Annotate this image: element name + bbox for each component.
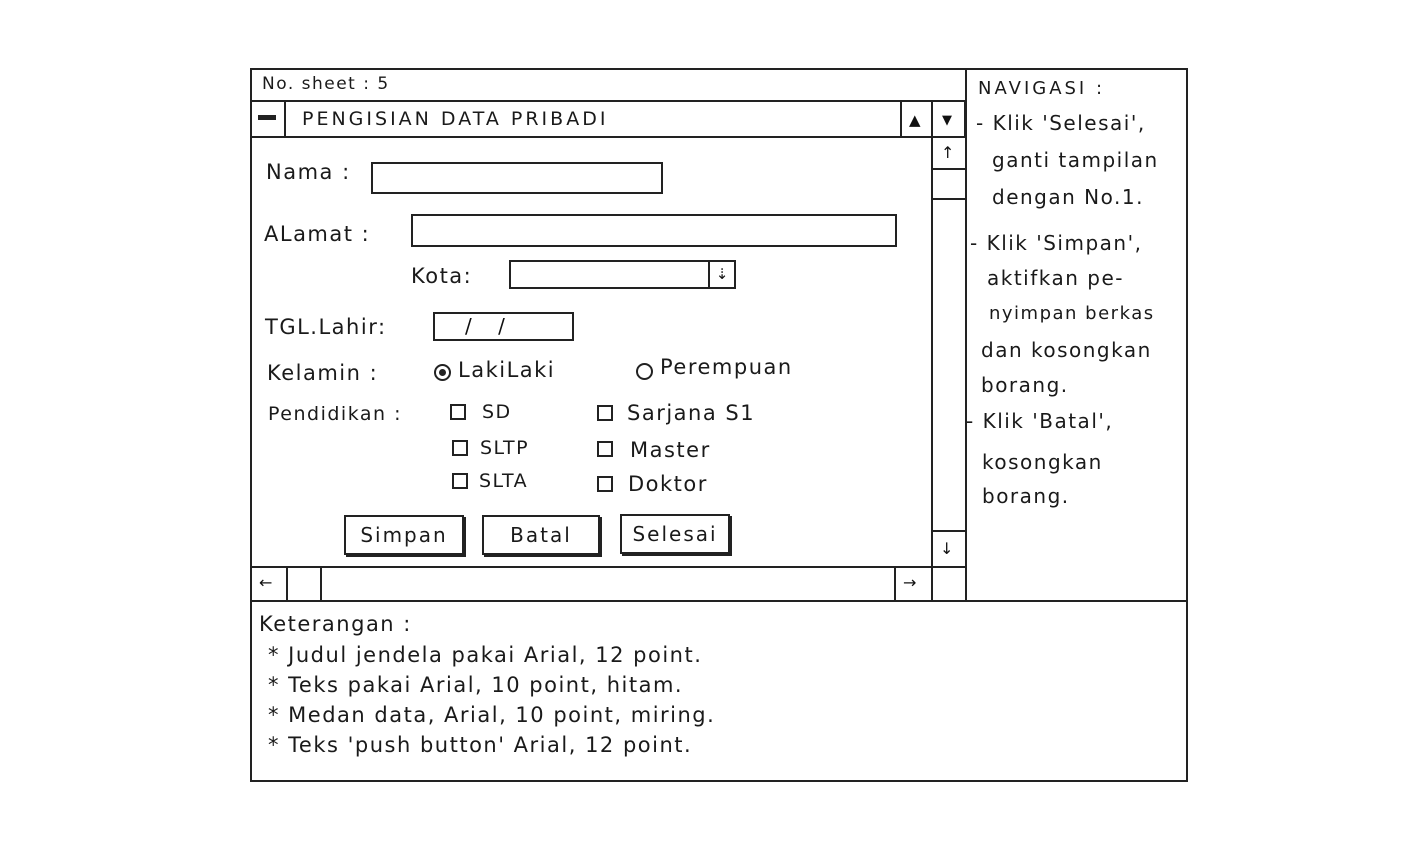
alamat-label: ALamat : [264, 222, 371, 246]
checkbox-master-label: Master [630, 438, 711, 462]
keterangan-item: * Teks pakai Arial, 10 point, hitam. [268, 673, 684, 697]
selesai-button[interactable]: Selesai [620, 514, 730, 554]
navigasi-line: - Klik 'Batal', [966, 409, 1114, 433]
arrow-up-icon[interactable]: ↑ [941, 143, 955, 162]
radio-perempuan[interactable] [636, 363, 653, 380]
navigation-panel-divider [965, 68, 967, 601]
scrollbar-corner-separator [931, 566, 933, 601]
triangle-down-icon: ▼ [942, 113, 952, 128]
title-bar-bottom-border [250, 136, 966, 138]
navigasi-line: borang. [981, 373, 1069, 397]
nama-input[interactable] [371, 162, 663, 194]
navigasi-line: ganti tampilan [992, 148, 1159, 172]
navigasi-heading: NAVIGASI : [978, 78, 1106, 99]
checkbox-sd[interactable] [450, 404, 466, 420]
checkbox-master[interactable] [597, 441, 613, 457]
checkbox-doktor-label: Doktor [628, 472, 708, 496]
navigasi-line: kosongkan [982, 450, 1103, 474]
checkbox-sltp-label: SLTP [480, 437, 530, 459]
navigasi-line: borang. [982, 484, 1070, 508]
horizontal-scrollbar-thumb[interactable] [320, 566, 322, 601]
checkbox-sarjana-s1[interactable] [597, 405, 613, 421]
tgl-lahir-input[interactable]: / / [433, 312, 574, 341]
checkbox-slta-label: SLTA [479, 470, 529, 492]
pendidikan-label: Pendidikan : [268, 403, 402, 425]
triangle-up-icon: ▲ [909, 111, 921, 129]
arrow-right-icon[interactable]: → [903, 573, 917, 592]
keterangan-item: * Medan data, Arial, 10 point, miring. [268, 703, 716, 727]
system-menu-button[interactable] [250, 100, 286, 138]
checkbox-sltp[interactable] [452, 440, 468, 456]
checkbox-sarjana-s1-label: Sarjana S1 [627, 401, 756, 425]
navigasi-line: - Klik 'Simpan', [970, 231, 1143, 255]
window-title: PENGISIAN DATA PRIBADI [302, 108, 609, 130]
tgl-lahir-label: TGL.Lahir: [265, 315, 387, 339]
scroll-up-button[interactable] [900, 100, 933, 138]
simpan-button[interactable]: Simpan [344, 515, 464, 555]
vertical-scrollbar-thumb[interactable] [931, 198, 966, 200]
navigasi-line: nyimpan berkas [989, 303, 1155, 324]
radio-perempuan-label: Perempuan [660, 355, 793, 379]
sheet-number-divider [250, 100, 966, 102]
arrow-down-icon[interactable]: ↓ [940, 539, 954, 558]
notes-panel-divider [250, 600, 1188, 602]
kota-label: Kota: [411, 264, 473, 288]
dropdown-arrow-icon[interactable]: ⇣ [708, 262, 734, 287]
horizontal-scrollbar-left-separator [286, 566, 288, 601]
checkbox-slta[interactable] [452, 473, 468, 489]
vertical-scrollbar-track[interactable] [931, 136, 933, 566]
radio-lakilaki[interactable] [434, 364, 451, 381]
kota-select[interactable] [509, 260, 736, 289]
checkbox-doktor[interactable] [597, 476, 613, 492]
radio-lakilaki-label: LakiLaki [458, 358, 556, 382]
navigasi-line: dengan No.1. [992, 185, 1144, 209]
nama-label: Nama : [266, 160, 351, 184]
horizontal-scrollbar-track[interactable] [250, 566, 966, 568]
navigasi-line: - Klik 'Selesai', [976, 111, 1146, 135]
sheet-number: No. sheet : 5 [262, 74, 390, 94]
batal-button[interactable]: Batal [482, 515, 600, 555]
alamat-input[interactable] [411, 214, 897, 247]
checkbox-sd-label: SD [482, 401, 512, 423]
navigasi-line: aktifkan pe- [987, 266, 1125, 290]
keterangan-heading: Keterangan : [259, 612, 412, 636]
radio-selected-dot [439, 369, 446, 376]
horizontal-scrollbar-right-separator [894, 566, 896, 601]
vertical-scrollbar-up-separator [931, 168, 966, 170]
kelamin-label: Kelamin : [267, 361, 379, 385]
navigasi-line: dan kosongkan [981, 338, 1152, 362]
arrow-left-icon[interactable]: ← [259, 573, 273, 592]
minus-icon [258, 115, 276, 120]
keterangan-item: * Teks 'push button' Arial, 12 point. [268, 733, 693, 757]
scroll-down-button[interactable] [931, 100, 966, 138]
vertical-scrollbar-down-separator [931, 530, 966, 532]
keterangan-item: * Judul jendela pakai Arial, 12 point. [268, 643, 703, 667]
